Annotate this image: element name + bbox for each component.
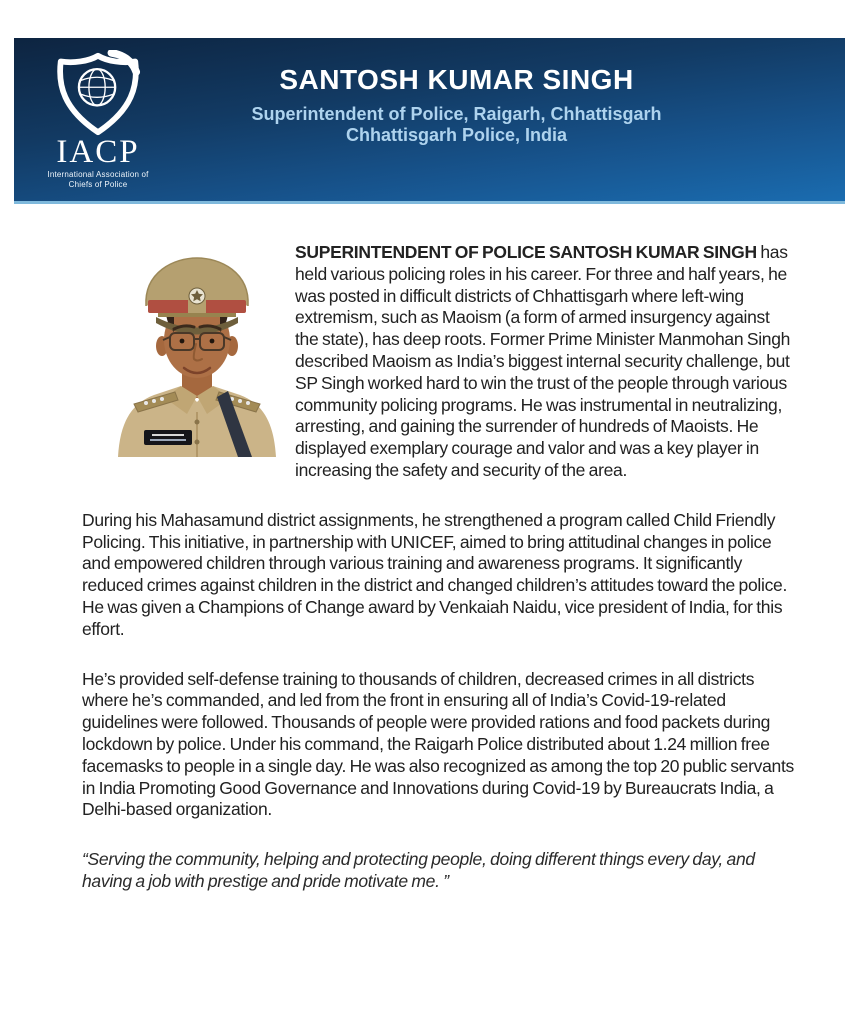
logo-org-line1: International Association of <box>47 170 149 179</box>
subtitle-role: Superintendent of Police, Raigarh, Chhattisgarh <box>251 104 662 124</box>
header-banner <box>14 38 845 204</box>
page-title: SANTOSH KUMAR SINGH <box>279 64 634 95</box>
paragraph-child-friendly-policing: During his Mahasamund district assignments, he strengthened a program called Child Friendly Policing. This initiative, in partnership with UNICEF, aimed to bring attitudinal changes in police and empowered children through various training and awareness programs. It significantly reduced crimes against children in the district and changed children’s attitudes toward the police. He was given a Champions of Change award by Venkaiah Naidu, vice president of India, for this effort. <box>82 509 788 639</box>
paragraph-covid-response: He’s provided self-defense training to thousands of children, decreased crimes in all districts where he’s commanded, and led from the front in ensuring all of India’s Covid-19-related guidelines were followed. Thousands of people were provided rations and food packets during lockdown by police. Under his command, the Raigarh Police distributed about 1.24 million free facemasks to people in a single day. He was also recognized as among the top 20 public servants in India Promoting Good Governance and Innovations during Covid-19 by Bureaucrats India, a Delhi-based organization. <box>82 668 794 820</box>
subtitle-org: Chhattisgarh Police, India <box>345 125 568 145</box>
logo-org-line2: Chiefs of Police <box>68 180 128 189</box>
logo-org-name <box>22 170 174 190</box>
bio-content <box>82 242 796 893</box>
pull-quote: “Serving the community, helping and protecting people, doing different things every day, and having a job with prestige and pride motivate me. ” <box>82 849 755 891</box>
paragraph-career-text: has held various policing roles in his career. For three and half years, he was posted in difficult districts of Chhattisgarh where left-wing extremism, such as Maoism (a form of armed insurgency against the state), has deep roots. Former Prime Minister Manmohan Singh described Maoism as India’s biggest internal security challenge, but SP Singh worked hard to win the trust of the people through various community policing programs. He was instrumental in neutralizing, arresting, and gaining the surrender of hundreds of Maoists. He displayed exemplary courage and valor and was a key player in increasing the safety and security of the area. <box>295 242 791 480</box>
header-text-block <box>68 64 845 146</box>
bold-lead-in: SUPERINTENDENT OF POLICE SANTOSH KUMAR SINGH <box>295 242 757 262</box>
officer-portrait-photo <box>82 244 288 457</box>
logo-acronym: IACP <box>56 134 140 170</box>
officer-portrait-illustration <box>82 244 288 457</box>
